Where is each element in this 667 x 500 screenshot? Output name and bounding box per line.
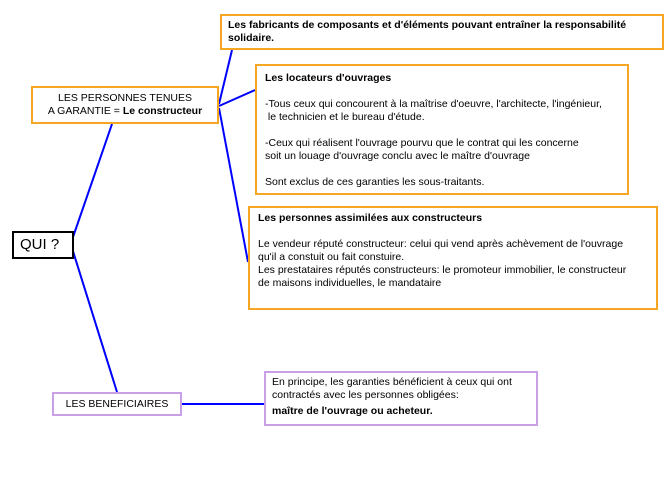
assimilees-title: Les personnes assimilées aux constructeurs xyxy=(258,212,483,224)
tenues-line1: LES PERSONNES TENUES xyxy=(57,92,192,104)
node-fabricants xyxy=(220,14,664,50)
fabricants-text: Les fabricants de composants et d'éléments pouvant entraîner la responsabilité solidaire. xyxy=(228,19,627,44)
locateurs-p2a: -Ceux qui réalisent l'ouvrage pourvu que le contrat qui les concerne xyxy=(265,137,579,149)
beneficiaires-label: LES BENEFICIAIRES xyxy=(65,398,169,410)
root-node-qui xyxy=(12,231,74,259)
assimilees-p1a: Le vendeur réputé constructeur: celui qui vend après achèvement de l'ouvrage xyxy=(258,238,624,250)
node-principe xyxy=(264,371,538,426)
principe-bold: maître de l'ouvrage ou acheteur. xyxy=(272,405,433,417)
principe-l1: En principe, les garanties bénéficient à ceux qui ont xyxy=(272,376,512,388)
locateurs-title: Les locateurs d'ouvrages xyxy=(265,72,392,84)
principe-l2: contractés avec les personnes obligées: xyxy=(272,389,459,401)
assimilees-p2b: de maisons individuelles, le mandataire xyxy=(258,277,442,289)
tenues-bold: Le constructeur xyxy=(122,105,203,117)
node-locateurs xyxy=(255,64,629,195)
assimilees-p1b: qu'il a constuit ou fait constuire. xyxy=(258,251,405,263)
locateurs-p2b: soit un louage d'ouvrage conclu avec le maître d'ouvrage xyxy=(265,150,530,162)
link-tenues-ass xyxy=(219,108,248,262)
link-root-tenues xyxy=(72,124,112,240)
root-label: QUI ? xyxy=(20,236,60,253)
assimilees-p2a: Les prestataires réputés constructeurs: le promoteur immobilier, le constructeur xyxy=(258,264,627,276)
locateurs-p1a: -Tous ceux qui concourent à la maîtrise d'oeuvre, l'architecte, l'ingénieur, xyxy=(265,98,602,110)
locateurs-p3: Sont exclus de ces garanties les sous-traitants. xyxy=(265,176,485,188)
node-personnes-tenues xyxy=(31,86,219,124)
link-root-benef xyxy=(72,248,117,392)
locateurs-p1b: le technicien et le bureau d'étude. xyxy=(265,111,425,123)
node-beneficiaires xyxy=(52,392,182,416)
link-tenues-fab xyxy=(219,50,232,104)
link-tenues-loc xyxy=(219,90,255,106)
tenues-line2: A GARANTIE = xyxy=(47,105,123,117)
node-assimilees xyxy=(248,206,658,310)
